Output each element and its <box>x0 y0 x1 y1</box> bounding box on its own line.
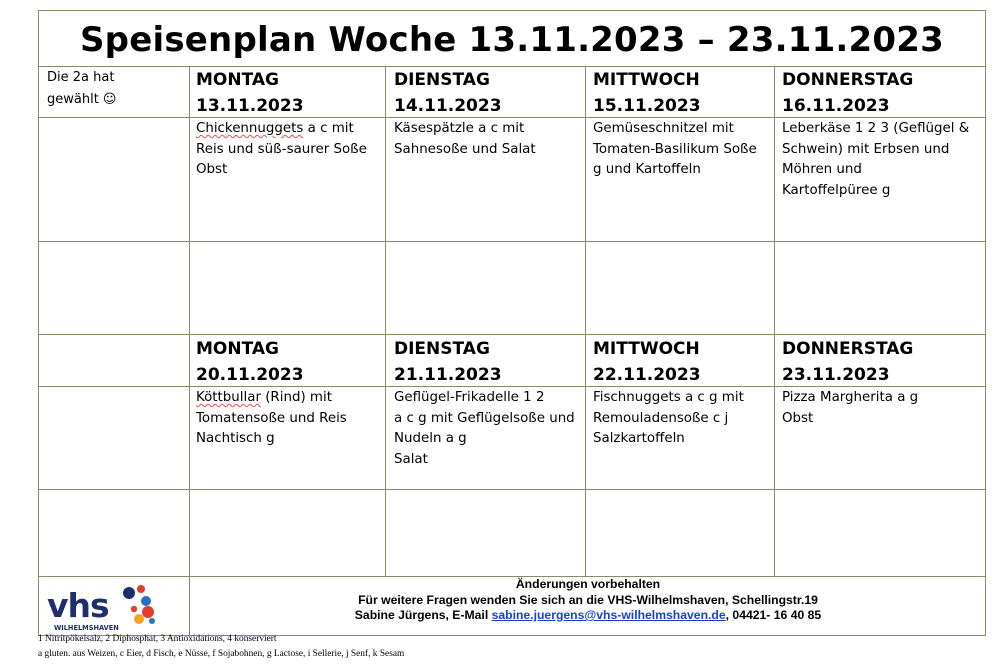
allergens-legend-line2: a gluten. aus Weizen, c Eier, d Fisch, e Nüsse, f Sojabohnen, g Lactose, i Sellerie, j Senf, k Sesam <box>38 649 405 659</box>
svg-text:vhs: vhs <box>47 586 109 625</box>
meal-line: g und Kartoffeln <box>593 162 701 177</box>
meal-line: a c g mit Geflügelsoße und <box>394 410 575 426</box>
grid-line <box>774 66 775 576</box>
meal-line: Salat <box>394 451 428 467</box>
meal-wed-2 <box>593 388 773 450</box>
meal-line: Tomatensoße und Reis <box>196 410 347 426</box>
meal-tue-2 <box>394 388 584 470</box>
day-header-tue-2: DIENSTAG 21.11.2023 <box>394 339 502 385</box>
meal-line: Remouladensoße c j <box>593 410 729 426</box>
day-header-tue-1: DIENSTAG 14.11.2023 <box>394 70 502 116</box>
day-header-wed-1: MITTWOCH 15.11.2023 <box>593 70 701 116</box>
grid-line <box>385 66 386 576</box>
day-header-mon-2: MONTAG 20.11.2023 <box>196 339 304 385</box>
grid-line <box>39 334 985 335</box>
class-note-line2: gewählt ☺ <box>47 92 117 107</box>
grid-line <box>585 66 586 576</box>
meal-line: Obst <box>196 162 228 177</box>
meal-wed-1 <box>593 119 773 181</box>
meal-line: Geflügel-Frikadelle 1 2 <box>394 390 545 405</box>
meal-line: Schwein) mit Erbsen und <box>782 141 950 157</box>
email-link[interactable]: sabine.juergens@vhs-wilhelmshaven.de <box>491 608 726 622</box>
svg-text:WILHELMSHAVEN: WILHELMSHAVEN <box>54 624 119 632</box>
meal-line: Kartoffelpüree g <box>782 182 891 198</box>
meal-line: Chickennuggets a c mit <box>196 121 354 136</box>
meal-line: Sahnesoße und Salat <box>394 141 536 157</box>
menu-table <box>38 10 986 636</box>
vhs-logo-graphic <box>45 579 185 635</box>
class-note <box>47 67 116 111</box>
meal-tue-1 <box>394 119 582 160</box>
contact-info <box>189 577 987 624</box>
footer-line-changes: Änderungen vorbehalten <box>515 577 661 591</box>
meal-line: Köttbullar (Rind) mit <box>196 390 332 405</box>
vhs-logo <box>45 579 185 635</box>
meal-line: Nachtisch g <box>196 431 275 446</box>
day-header-thu-1: DONNERSTAG 16.11.2023 <box>782 70 914 116</box>
meal-line: Leberkäse 1 2 3 (Geflügel & <box>782 121 970 136</box>
meal-mon-1 <box>196 119 382 181</box>
grid-line <box>39 241 985 242</box>
additives-legend-line1: 1 Nitritpökelsalz, 2 Diphosphat, 3 Antioxidations, 4 konserviert <box>38 634 277 644</box>
meal-line: Gemüseschnitzel mit <box>593 121 734 136</box>
meal-line: Pizza Margherita a g <box>782 390 919 405</box>
grid-line <box>39 489 985 490</box>
day-header-mon-1: MONTAG 13.11.2023 <box>196 70 304 116</box>
class-note-line1: Die 2a hat <box>47 70 115 85</box>
meal-line: Käsespätzle a c mit <box>394 121 525 136</box>
footer-line-questions: Für weitere Fragen wenden Sie sich an die VHS-Wilhelmshaven, Schellingstr.19 <box>358 592 818 607</box>
meal-thu-1 <box>782 119 984 201</box>
meal-line: Obst <box>782 410 814 426</box>
page-title: Speisenplan Woche 13.11.2023 – 23.11.2023 <box>80 20 944 60</box>
meal-line: Möhren und <box>782 162 862 177</box>
meal-line: Nudeln a g <box>394 431 467 446</box>
day-header-wed-2: MITTWOCH 22.11.2023 <box>593 339 701 385</box>
meal-line: Tomaten-Basilikum Soße <box>593 141 757 157</box>
meal-line: Salzkartoffeln <box>593 431 685 446</box>
meal-mon-2 <box>196 388 382 450</box>
day-header-thu-2: DONNERSTAG 23.11.2023 <box>782 339 914 385</box>
meal-line: Fischnuggets a c g mit <box>593 390 744 405</box>
meal-line: Reis und süß-saurer Soße <box>196 141 367 157</box>
grid-line <box>189 66 190 635</box>
meal-thu-2 <box>782 388 984 429</box>
footer-line-contact: Sabine Jürgens, E-Mail sabine.juergens@vhs-wilhelmshaven.de, 04421- 16 40 85 <box>354 608 822 622</box>
